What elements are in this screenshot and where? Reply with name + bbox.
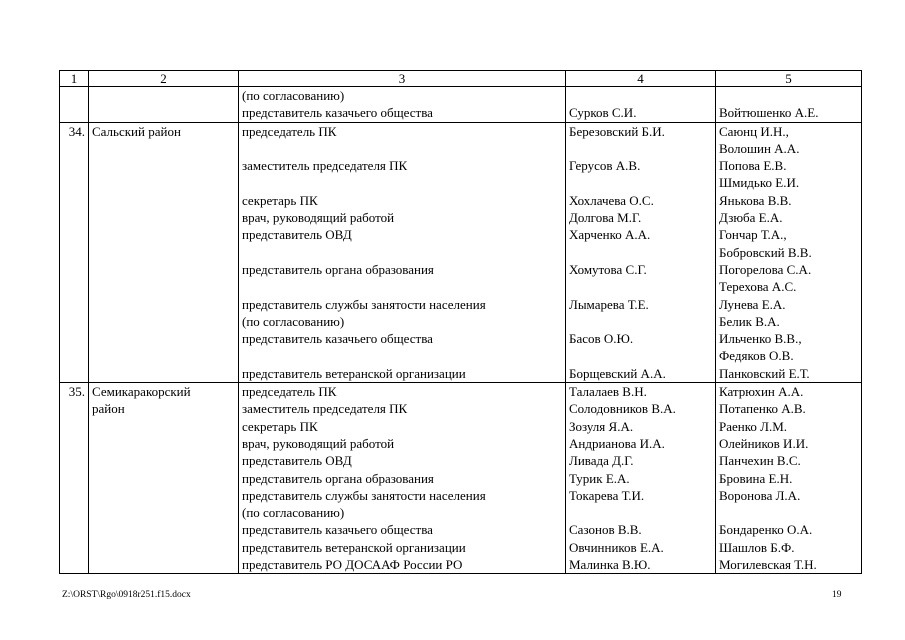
- role-cell: [239, 122, 566, 382]
- deputy-member-cell-line: Ильченко В.В.,: [719, 331, 802, 347]
- main-member-cell-line: Токарева Т.И.: [569, 487, 645, 503]
- role-cell-line: [242, 347, 562, 364]
- column-header-5: 5: [716, 71, 862, 87]
- footer-file-path: Z:\ORST\Rgo\0918r251.f15.docx: [62, 590, 191, 600]
- main-member-cell-line: [569, 313, 712, 330]
- row-number: 34.: [60, 122, 89, 382]
- deputy-member-cell-line: Попова Е.В.: [719, 158, 787, 174]
- table-row: [60, 383, 862, 574]
- role-cell-line: врач, руководящий работой: [242, 435, 395, 451]
- role-cell-line: секретарь ПК: [242, 418, 318, 434]
- deputy-member-cell-line: Бобровский В.В.: [719, 244, 812, 260]
- role-cell: [239, 87, 566, 123]
- deputy-member-cell-line: Панковский Е.Т.: [719, 365, 810, 381]
- main-member-cell-line: Березовский Б.И.: [569, 123, 665, 139]
- column-header-4: 4: [566, 71, 716, 87]
- role-cell-line: представитель казачьего общества: [242, 331, 433, 347]
- main-member-cell-line: Малинка В.Ю.: [569, 557, 651, 573]
- main-member-cell-line: Басов О.Ю.: [569, 331, 634, 347]
- deputy-member-cell-line: Панчехин В.С.: [719, 453, 801, 469]
- main-member-cell-line: Хомутова С.Г.: [569, 261, 647, 277]
- deputy-member-cell-line: Федяков О.В.: [719, 348, 794, 364]
- role-cell-line: секретарь ПК: [242, 192, 318, 208]
- main-member-cell-line: [569, 174, 712, 191]
- role-cell-line: представитель РО ДОСААФ России РО: [242, 557, 463, 573]
- deputy-member-cell-line: Терехова А.С.: [719, 279, 797, 295]
- role-cell-line: представитель органа образования: [242, 470, 434, 486]
- role-cell-line: представитель ветеранской организации: [242, 539, 466, 555]
- deputy-member-cell-line: Шашлов Б.Ф.: [719, 539, 795, 555]
- deputy-member-cell-line: [719, 87, 858, 104]
- district-cell-line: район: [92, 401, 125, 417]
- main-member-cell-line: Зозуля Я.А.: [569, 418, 634, 434]
- commission-table: [59, 70, 862, 574]
- role-cell: [239, 383, 566, 574]
- deputy-member-cell-line: Погорелова С.А.: [719, 261, 812, 277]
- main-member-cell-line: Долгова М.Г.: [569, 210, 642, 226]
- deputy-member-cell-line: Дзюба Е.А.: [719, 210, 783, 226]
- page-number: 19: [832, 590, 842, 600]
- role-cell-line: [242, 244, 562, 261]
- deputy-member-cell-line: Олейников И.И.: [719, 435, 809, 451]
- main-member-cell-line: [569, 244, 712, 261]
- role-cell-line: председатель ПК: [242, 123, 337, 139]
- main-member-cell-line: Солодовников В.А.: [569, 401, 676, 417]
- role-cell-line: представитель службы занятости населения: [242, 296, 486, 312]
- deputy-member-cell: [716, 383, 862, 574]
- role-cell-line: представитель органа образования: [242, 261, 434, 277]
- deputy-member-cell-line: Воронова Л.А.: [719, 487, 801, 503]
- main-member-cell-line: Харченко А.А.: [569, 227, 651, 243]
- main-member-cell-line: Борщевский А.А.: [569, 365, 666, 381]
- deputy-member-cell-line: Волошин А.А.: [719, 140, 800, 156]
- main-member-cell-line: Сазонов В.В.: [569, 522, 642, 538]
- column-header-3: 3: [239, 71, 566, 87]
- deputy-member-cell: [716, 122, 862, 382]
- role-cell-line: заместитель председателя ПК: [242, 158, 408, 174]
- role-cell-line: представитель казачьего общества: [242, 522, 433, 538]
- deputy-member-cell-line: Катрюхин А.А.: [719, 384, 804, 400]
- main-member-cell-line: Герусов А.В.: [569, 158, 641, 174]
- row-number: [60, 87, 89, 123]
- role-cell-line: [242, 278, 562, 295]
- deputy-member-cell-line: Бровина Е.Н.: [719, 470, 793, 486]
- main-member-cell-line: [569, 140, 712, 157]
- role-cell-line: заместитель председателя ПК: [242, 401, 408, 417]
- main-member-cell-line: [569, 87, 712, 104]
- deputy-member-cell-line: Шмидько Е.И.: [719, 175, 800, 191]
- deputy-member-cell-line: Лунева Е.А.: [719, 296, 786, 312]
- main-member-cell: [566, 87, 716, 123]
- role-cell-line: [242, 140, 562, 157]
- role-cell-line: представитель ОВД: [242, 227, 352, 243]
- district-cell: [89, 383, 239, 574]
- district-cell-line: Сальский район: [92, 123, 181, 139]
- role-cell-line: представитель службы занятости населения: [242, 487, 486, 503]
- main-member-cell-line: Ливада Д.Г.: [569, 453, 634, 469]
- deputy-member-cell-line: [719, 504, 858, 521]
- table-row: [60, 122, 862, 382]
- deputy-member-cell-line: Янькова В.В.: [719, 192, 792, 208]
- deputy-member-cell-line: Могилевская Т.Н.: [719, 557, 817, 573]
- deputy-member-cell-line: Войтюшенко А.Е.: [719, 105, 819, 121]
- role-cell-line: (по согласованию): [242, 88, 345, 103]
- column-header-1: 1: [60, 71, 89, 87]
- deputy-member-cell-line: Потапенко А.В.: [719, 401, 806, 417]
- deputy-member-cell-line: Бондаренко О.А.: [719, 522, 813, 538]
- district-cell: [89, 87, 239, 123]
- district-cell-line: Семикаракорский: [92, 384, 191, 400]
- header-row: [60, 71, 862, 87]
- role-cell-line: представитель казачьего общества: [242, 105, 433, 121]
- column-header-2: 2: [89, 71, 239, 87]
- role-cell-line: [242, 174, 562, 191]
- role-cell-line: представитель ветеранской организации: [242, 365, 466, 381]
- district-cell: [89, 122, 239, 382]
- role-cell-line: представитель ОВД: [242, 453, 352, 469]
- role-cell-line: (по согласованию): [242, 505, 345, 521]
- main-member-cell-line: [569, 278, 712, 295]
- role-cell-line: врач, руководящий работой: [242, 210, 395, 226]
- deputy-member-cell: [716, 87, 862, 123]
- table-row: [60, 87, 862, 123]
- deputy-member-cell-line: Саюнц И.Н.,: [719, 123, 789, 139]
- main-member-cell-line: [569, 504, 712, 521]
- deputy-member-cell-line: Раенко Л.М.: [719, 418, 788, 434]
- main-member-cell-line: Лымарева Т.Е.: [569, 296, 649, 312]
- main-member-cell: [566, 122, 716, 382]
- main-member-cell: [566, 383, 716, 574]
- row-number: 35.: [60, 383, 89, 574]
- main-member-cell-line: Овчинников Е.А.: [569, 539, 664, 555]
- main-member-cell-line: [569, 347, 712, 364]
- role-cell-line: председатель ПК: [242, 384, 337, 400]
- main-member-cell-line: Хохлачева О.С.: [569, 192, 654, 208]
- main-member-cell-line: Талалаев В.Н.: [569, 384, 647, 400]
- district-cell-line: [92, 87, 235, 104]
- main-member-cell-line: Сурков С.И.: [569, 105, 637, 121]
- role-cell-line: (по согласованию): [242, 313, 345, 329]
- deputy-member-cell-line: Белик В.А.: [719, 313, 780, 329]
- deputy-member-cell-line: Гончар Т.А.,: [719, 227, 787, 243]
- main-member-cell-line: Турик Е.А.: [569, 470, 630, 486]
- main-member-cell-line: Андрианова И.А.: [569, 435, 665, 451]
